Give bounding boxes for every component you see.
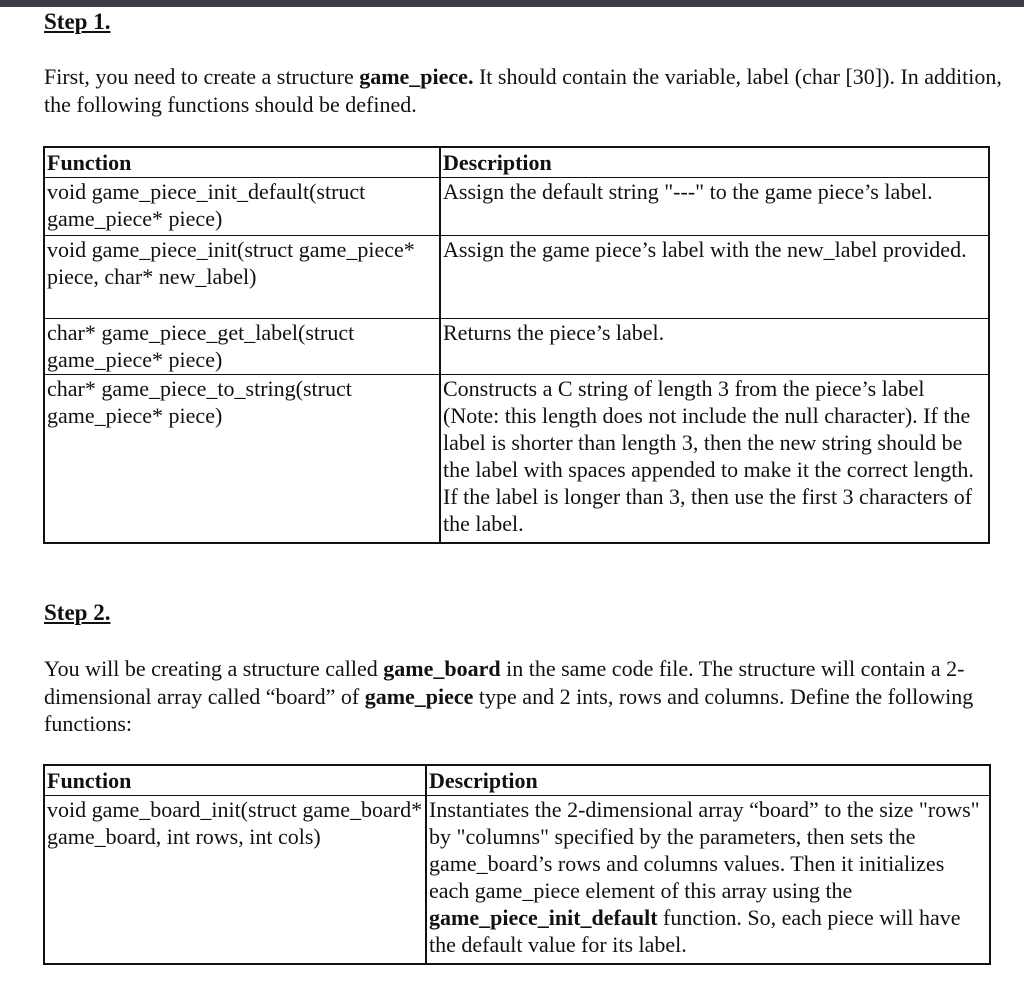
header-function: Function (45, 148, 441, 177)
description-cell: Returns the piece’s label. (443, 320, 665, 345)
function-cell: char* game_piece_to_string(struct game_piece* piece) (45, 375, 441, 542)
description-cell (427, 796, 989, 963)
description-text-b: function. So, each piece will have the default value for its label. (429, 905, 961, 957)
function-cell: void game_board_init(struct game_board* game_board, int rows, int cols) (45, 796, 427, 963)
step2-intro-type: game_piece (364, 683, 474, 709)
step2-intro-struct: game_board (383, 656, 501, 681)
window-top-bar (0, 0, 1024, 7)
function-cell: void game_piece_init(struct game_piece* piece, char* new_label) (45, 236, 441, 318)
header-description: Description (443, 150, 552, 175)
table-header-row (45, 766, 989, 795)
step1-intro-text-a: First, you need to create a structure (44, 64, 360, 89)
step2-heading: Step 2. (44, 600, 111, 625)
description-cell: Assign the game piece’s label with the new_label provided. (443, 237, 967, 262)
header-description: Description (429, 768, 538, 793)
table-row (45, 795, 989, 963)
step2-intro-text-b: in the same code file. The structure will contain a 2-dimensional array called “board” of (44, 656, 965, 709)
description-cell: Assign the default string "---" to the game piece’s label. (443, 179, 933, 204)
function-cell: char* game_piece_get_label(struct game_piece* piece) (45, 319, 441, 374)
table-header-row (45, 148, 988, 177)
table-row (45, 318, 988, 374)
description-text-a: Instantiates the 2-dimensional array “board” to the size "rows" by "columns" specified by the parameters, then sets the game_board’s rows and columns values. Then it initializes each game_piece element of this array using the (429, 797, 980, 903)
description-function-name: game_piece_init_default (429, 905, 658, 930)
step1-intro-struct: game_piece. (359, 64, 474, 89)
step1-heading: Step 1. (44, 9, 111, 34)
description-cell: Constructs a C string of length 3 from the piece’s label (Note: this length does not include the null character). If the label is shorter than length 3, then the new string should be the label with spaces appended to make it the correct length. If the label is longer than 3, then use the first 3 characters of the label. (443, 376, 974, 536)
header-function: Function (45, 766, 427, 795)
step1-function-table (43, 146, 990, 544)
function-cell: void game_piece_init_default(struct game_piece* piece) (45, 178, 441, 235)
table-row (45, 177, 988, 235)
step2-intro-text-c: type and 2 ints, rows and columns. Define the following functions: (44, 683, 974, 736)
step2-intro-text-a: You will be creating a structure called (44, 656, 384, 681)
step2-function-table (43, 764, 991, 965)
table-row (45, 235, 988, 318)
step2-intro (44, 655, 1004, 738)
step1-intro (44, 63, 1004, 118)
step1-intro-text-b: It should contain the variable, label (char [30]). In addition, the following functions should be defined. (44, 64, 1002, 117)
table-row (45, 374, 988, 542)
